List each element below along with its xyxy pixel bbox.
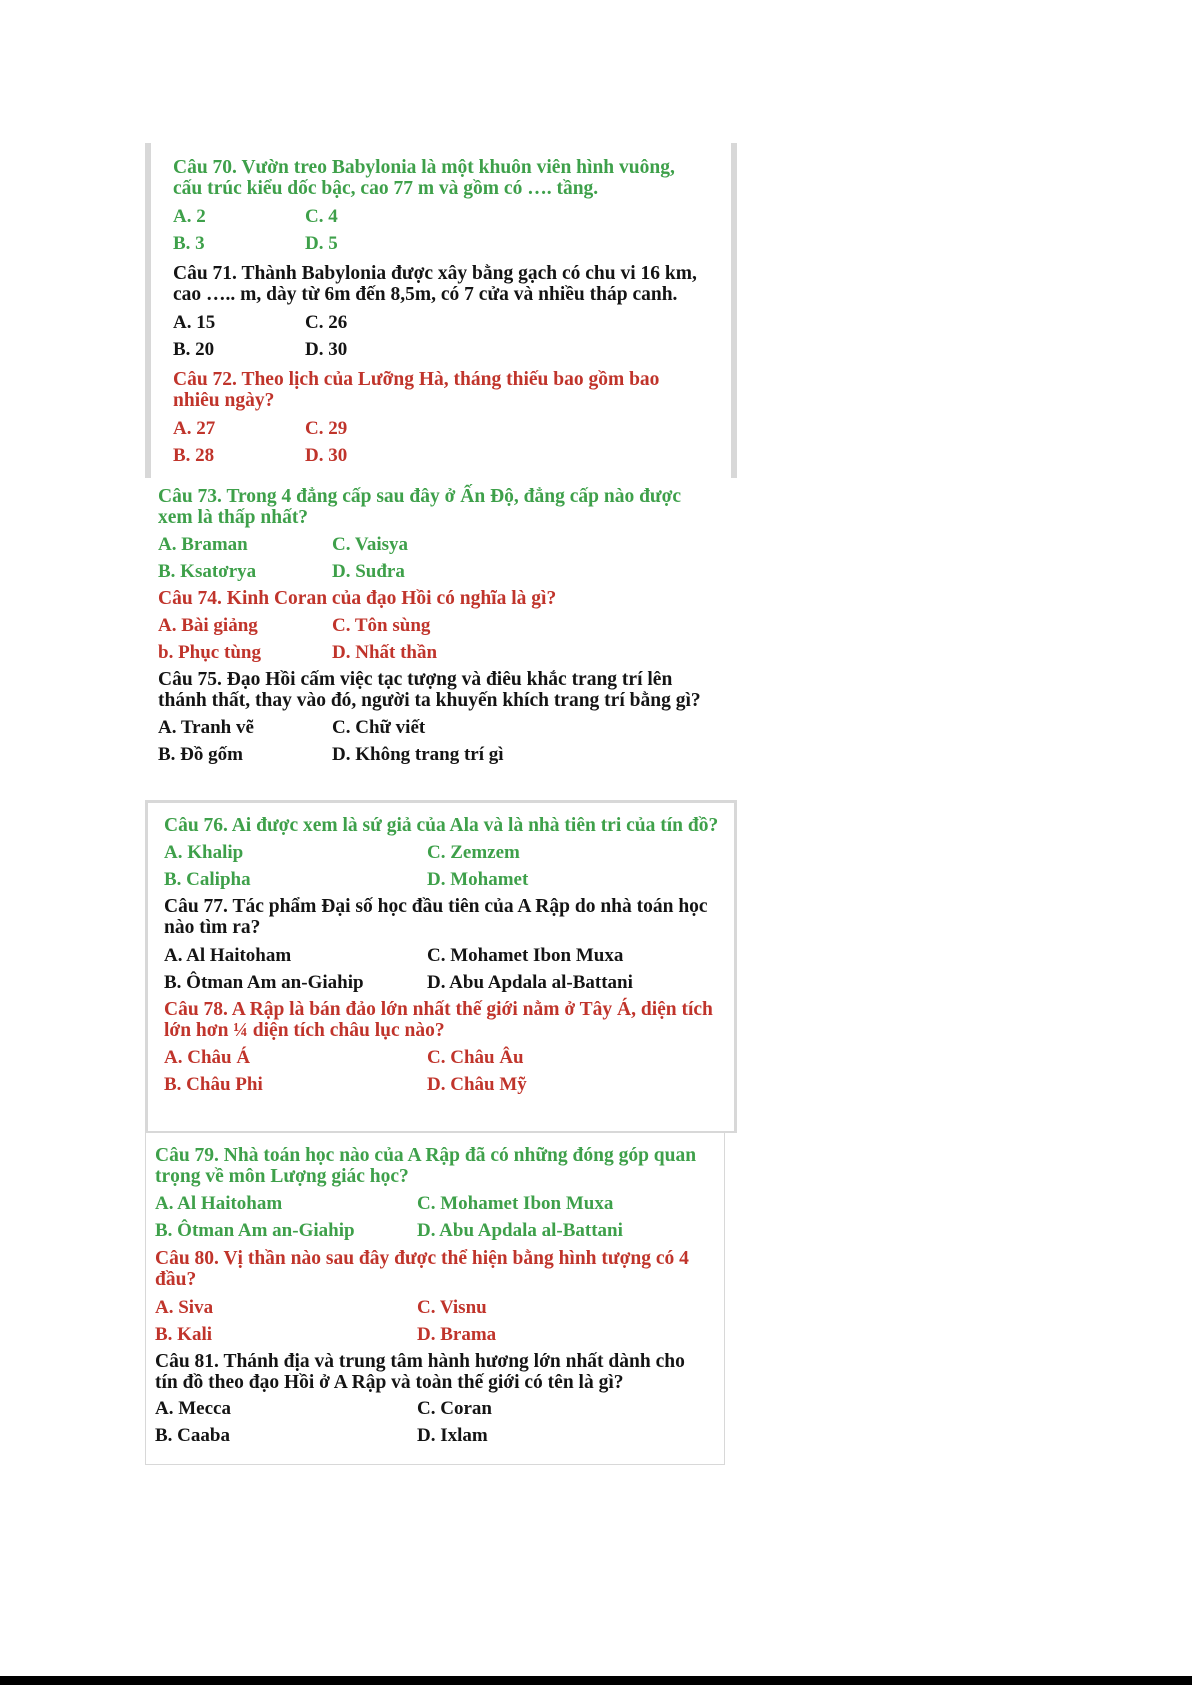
question-text-line: Câu 79. Nhà toán học nào của A Rập đã có những đóng góp quan bbox=[155, 1145, 697, 1166]
question-text-line: lớn hơn ¼ diện tích châu lục nào? bbox=[164, 1020, 445, 1041]
question-text-line: xem là thấp nhất? bbox=[158, 507, 309, 528]
answer-option: B. 3 bbox=[173, 233, 205, 254]
answer-option: D. Châu Mỹ bbox=[427, 1074, 527, 1095]
question-text-line: đầu? bbox=[155, 1269, 197, 1290]
answer-option: D. Suđra bbox=[332, 561, 405, 582]
question-text-line: trọng về môn Lượng giác học? bbox=[155, 1166, 409, 1187]
answer-option: A. 27 bbox=[173, 418, 216, 439]
answer-option: A. Châu Á bbox=[164, 1047, 251, 1068]
question-text-line: Câu 81. Thánh địa và trung tâm hành hương lớn nhất dành cho bbox=[155, 1351, 685, 1372]
answer-option: B. Ôtman Am an-Giahip bbox=[155, 1220, 355, 1241]
answer-option: C. Mohamet Ibon Muxa bbox=[427, 945, 624, 966]
answer-option: A. Al Haitoham bbox=[155, 1193, 283, 1214]
answer-option: A. Braman bbox=[158, 534, 248, 555]
answer-option: A. Siva bbox=[155, 1297, 214, 1318]
answer-option: B. Ksatơrya bbox=[158, 561, 257, 582]
answer-option: C. 26 bbox=[305, 312, 348, 333]
answer-option: B. Đồ gốm bbox=[158, 744, 243, 765]
question-text-line: cấu trúc kiểu dốc bậc, cao 77 m và gồm có …. tầng. bbox=[173, 178, 599, 199]
question-text-line: Câu 71. Thành Babylonia được xây bằng gạch có chu vi 16 km, bbox=[173, 263, 697, 284]
answer-option: D. 30 bbox=[305, 445, 348, 466]
answer-option: A. Tranh vẽ bbox=[158, 717, 254, 738]
answer-option: D. Mohamet bbox=[427, 869, 529, 890]
answer-option: D. Ixlam bbox=[417, 1425, 488, 1446]
question-block-2 bbox=[145, 478, 737, 783]
answer-option: A. 2 bbox=[173, 206, 206, 227]
answer-option: C. Visnu bbox=[417, 1297, 487, 1318]
question-text-line: Câu 70. Vườn treo Babylonia là một khuôn viên hình vuông, bbox=[173, 157, 675, 178]
answer-option: B. Caaba bbox=[155, 1425, 230, 1446]
question-text-line: tín đồ theo đạo Hồi ở A Rập và toàn thế giới có tên là gì? bbox=[155, 1372, 624, 1393]
question-block-4 bbox=[145, 1133, 725, 1465]
answer-option: B. Calipha bbox=[164, 869, 251, 890]
question-text-line: Câu 73. Trong 4 đẳng cấp sau đây ở Ấn Độ, đẳng cấp nào được bbox=[158, 486, 682, 507]
answer-option: B. Châu Phi bbox=[164, 1074, 263, 1095]
question-text-line: cao ….. m, dày từ 6m đến 8,5m, có 7 cửa và nhiều tháp canh. bbox=[173, 284, 678, 305]
answer-option: B. 28 bbox=[173, 445, 215, 466]
answer-option: B. Kali bbox=[155, 1324, 213, 1345]
answer-option: C. Mohamet Ibon Muxa bbox=[417, 1193, 614, 1214]
answer-option: C. Tôn sùng bbox=[332, 615, 431, 636]
answer-option: D. Nhất thần bbox=[332, 642, 438, 663]
bottom-edge-bar bbox=[0, 1676, 1192, 1685]
answer-option: D. Abu Apdala al-Battani bbox=[417, 1220, 623, 1241]
question-text-line: Câu 77. Tác phẩm Đại số học đầu tiên của A Rập do nhà toán học bbox=[164, 896, 708, 917]
answer-option: A. Mecca bbox=[155, 1398, 231, 1419]
answer-option: D. Brama bbox=[417, 1324, 497, 1345]
answer-option: C. Chữ viết bbox=[332, 717, 426, 738]
answer-option: B. 20 bbox=[173, 339, 215, 360]
question-text-line: Câu 75. Đạo Hồi cấm việc tạc tượng và điêu khắc trang trí lên bbox=[158, 669, 673, 690]
question-text-line: Câu 74. Kinh Coran của đạo Hồi có nghĩa là gì? bbox=[158, 588, 557, 609]
answer-option: C. 4 bbox=[305, 206, 338, 227]
answer-option: A. 15 bbox=[173, 312, 216, 333]
question-text-line: nhiêu ngày? bbox=[173, 390, 275, 411]
question-text-line: Câu 72. Theo lịch của Lưỡng Hà, tháng thiếu bao gồm bao bbox=[173, 369, 660, 390]
answer-option: A. Khalip bbox=[164, 842, 244, 863]
question-text-line: Câu 76. Ai được xem là sứ giả của Ala và là nhà tiên tri của tín đồ? bbox=[164, 815, 719, 836]
answer-option: C. Vaisya bbox=[332, 534, 409, 555]
answer-option: C. Châu Âu bbox=[427, 1047, 524, 1068]
answer-option: D. 5 bbox=[305, 233, 338, 254]
answer-option: B. Ôtman Am an-Giahip bbox=[164, 972, 364, 993]
answer-option: b. Phục tùng bbox=[158, 642, 261, 663]
answer-option: D. Abu Apdala al-Battani bbox=[427, 972, 633, 993]
question-text-line: Câu 78. A Rập là bán đảo lớn nhất thế giới nằm ở Tây Á, diện tích bbox=[164, 999, 713, 1020]
answer-option: A. Bài giảng bbox=[158, 615, 258, 636]
answer-option: C. Zemzem bbox=[427, 842, 520, 863]
question-text-line: nào tìm ra? bbox=[164, 917, 261, 938]
answer-option: A. Al Haitoham bbox=[164, 945, 292, 966]
answer-option: C. Coran bbox=[417, 1398, 492, 1419]
answer-option: D. Không trang trí gì bbox=[332, 744, 504, 765]
question-text-line: thánh thất, thay vào đó, người ta khuyến khích trang trí bằng gì? bbox=[158, 690, 701, 711]
answer-option: C. 29 bbox=[305, 418, 348, 439]
answer-option: D. 30 bbox=[305, 339, 348, 360]
question-block-1 bbox=[145, 143, 737, 478]
question-text-line: Câu 80. Vị thần nào sau đây được thể hiện bằng hình tượng có 4 bbox=[155, 1248, 689, 1269]
question-block-3 bbox=[145, 800, 737, 1133]
